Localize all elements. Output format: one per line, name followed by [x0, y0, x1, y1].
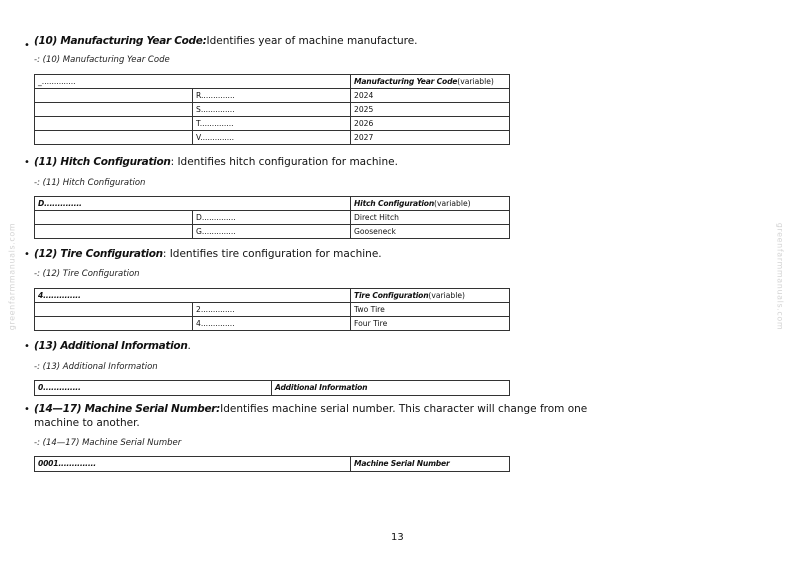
section-14-17-title: (14—17) Machine Serial Number: — [34, 403, 221, 415]
manufacturing-year-table — [34, 74, 510, 145]
table-row — [35, 117, 510, 131]
section-11-desc: : Identifies hitch configuration for machine. — [170, 156, 398, 168]
value-cell: 2026 — [351, 117, 510, 131]
header-left-cell: 0001.............. — [35, 457, 351, 472]
section-14-17-caption: -: (14—17) Machine Serial Number — [34, 438, 182, 448]
value-cell: Gooseneck — [351, 225, 510, 239]
table-header-row — [35, 457, 510, 472]
section-11-caption: -: (11) Hitch Configuration — [34, 178, 146, 188]
empty-cell — [35, 225, 193, 239]
code-cell: V.............. — [193, 131, 351, 145]
empty-cell — [35, 89, 193, 103]
machine-serial-number-table — [34, 456, 510, 472]
empty-cell — [35, 131, 193, 145]
table-header-row — [35, 381, 510, 396]
page-number: 13 — [391, 532, 404, 543]
section-14-17-desc: Identifies machine serial number. This character will change from one — [220, 403, 588, 415]
hitch-configuration-table — [34, 196, 510, 239]
header-right-cell: Machine Serial Number — [351, 457, 510, 472]
table-row — [35, 211, 510, 225]
value-cell: 2024 — [351, 89, 510, 103]
section-13-heading — [24, 340, 191, 353]
section-10-desc: Identifies year of machine manufacture. — [206, 35, 418, 47]
section-14-17-heading — [24, 403, 588, 416]
value-cell: 2025 — [351, 103, 510, 117]
bullet-icon: • — [24, 341, 30, 352]
bullet-icon: • — [24, 40, 30, 51]
header-left-cell: 0.............. — [35, 381, 272, 396]
section-12-caption: -: (12) Tire Configuration — [34, 269, 140, 279]
section-11-heading — [24, 156, 398, 169]
code-cell: G.............. — [193, 225, 351, 239]
table-header-row — [35, 289, 510, 303]
table-row — [35, 89, 510, 103]
empty-cell — [35, 117, 193, 131]
code-cell: 2.............. — [193, 303, 351, 317]
value-cell: Direct Hitch — [351, 211, 510, 225]
header-right-cell: Manufacturing Year Code(variable) — [351, 75, 510, 89]
code-cell: 4.............. — [193, 317, 351, 331]
empty-cell — [35, 303, 193, 317]
table-row — [35, 131, 510, 145]
section-12-title: (12) Tire Configuration — [34, 248, 163, 260]
section-11-title: (11) Hitch Configuration — [34, 156, 171, 168]
empty-cell — [35, 317, 193, 331]
additional-information-table — [34, 380, 510, 396]
section-10-heading — [24, 35, 418, 51]
value-cell: 2027 — [351, 131, 510, 145]
code-cell: R.............. — [193, 89, 351, 103]
section-14-17-desc-line2: machine to another. — [34, 417, 140, 429]
table-row — [35, 303, 510, 317]
tire-configuration-table — [34, 288, 510, 331]
empty-cell — [35, 211, 193, 225]
header-right-cell: Hitch Configuration(variable) — [351, 197, 510, 211]
watermark-left: greenfarmmanuals.com — [7, 222, 17, 331]
table-header-row — [35, 197, 510, 211]
section-13-desc: . — [187, 340, 191, 352]
header-right-cell: Tire Configuration(variable) — [351, 289, 510, 303]
code-cell: D.............. — [193, 211, 351, 225]
bullet-icon: • — [24, 404, 30, 415]
table-header-row — [35, 75, 510, 89]
empty-cell — [35, 103, 193, 117]
watermark-right: greenfarmmanuals.com — [775, 222, 785, 331]
code-cell: T.............. — [193, 117, 351, 131]
section-10-title: (10) Manufacturing Year Code: — [34, 35, 207, 47]
section-13-caption: -: (13) Additional Information — [34, 362, 158, 372]
value-cell: Two Tire — [351, 303, 510, 317]
value-cell: Four Tire — [351, 317, 510, 331]
section-13-title: (13) Additional Information — [34, 340, 188, 352]
header-left-cell: D.............. — [35, 197, 351, 211]
header-right-cell: Additional Information — [272, 381, 510, 396]
bullet-icon: • — [24, 249, 30, 260]
header-left-cell: 4.............. — [35, 289, 351, 303]
bullet-icon: • — [24, 157, 30, 168]
section-12-desc: : Identifies tire configuration for machine. — [162, 248, 382, 260]
section-10-caption: -: (10) Manufacturing Year Code — [34, 55, 170, 65]
table-row — [35, 103, 510, 117]
code-cell: S.............. — [193, 103, 351, 117]
table-row — [35, 225, 510, 239]
section-12-heading — [24, 248, 382, 261]
table-row — [35, 317, 510, 331]
header-left-cell: _.............. — [35, 75, 351, 89]
